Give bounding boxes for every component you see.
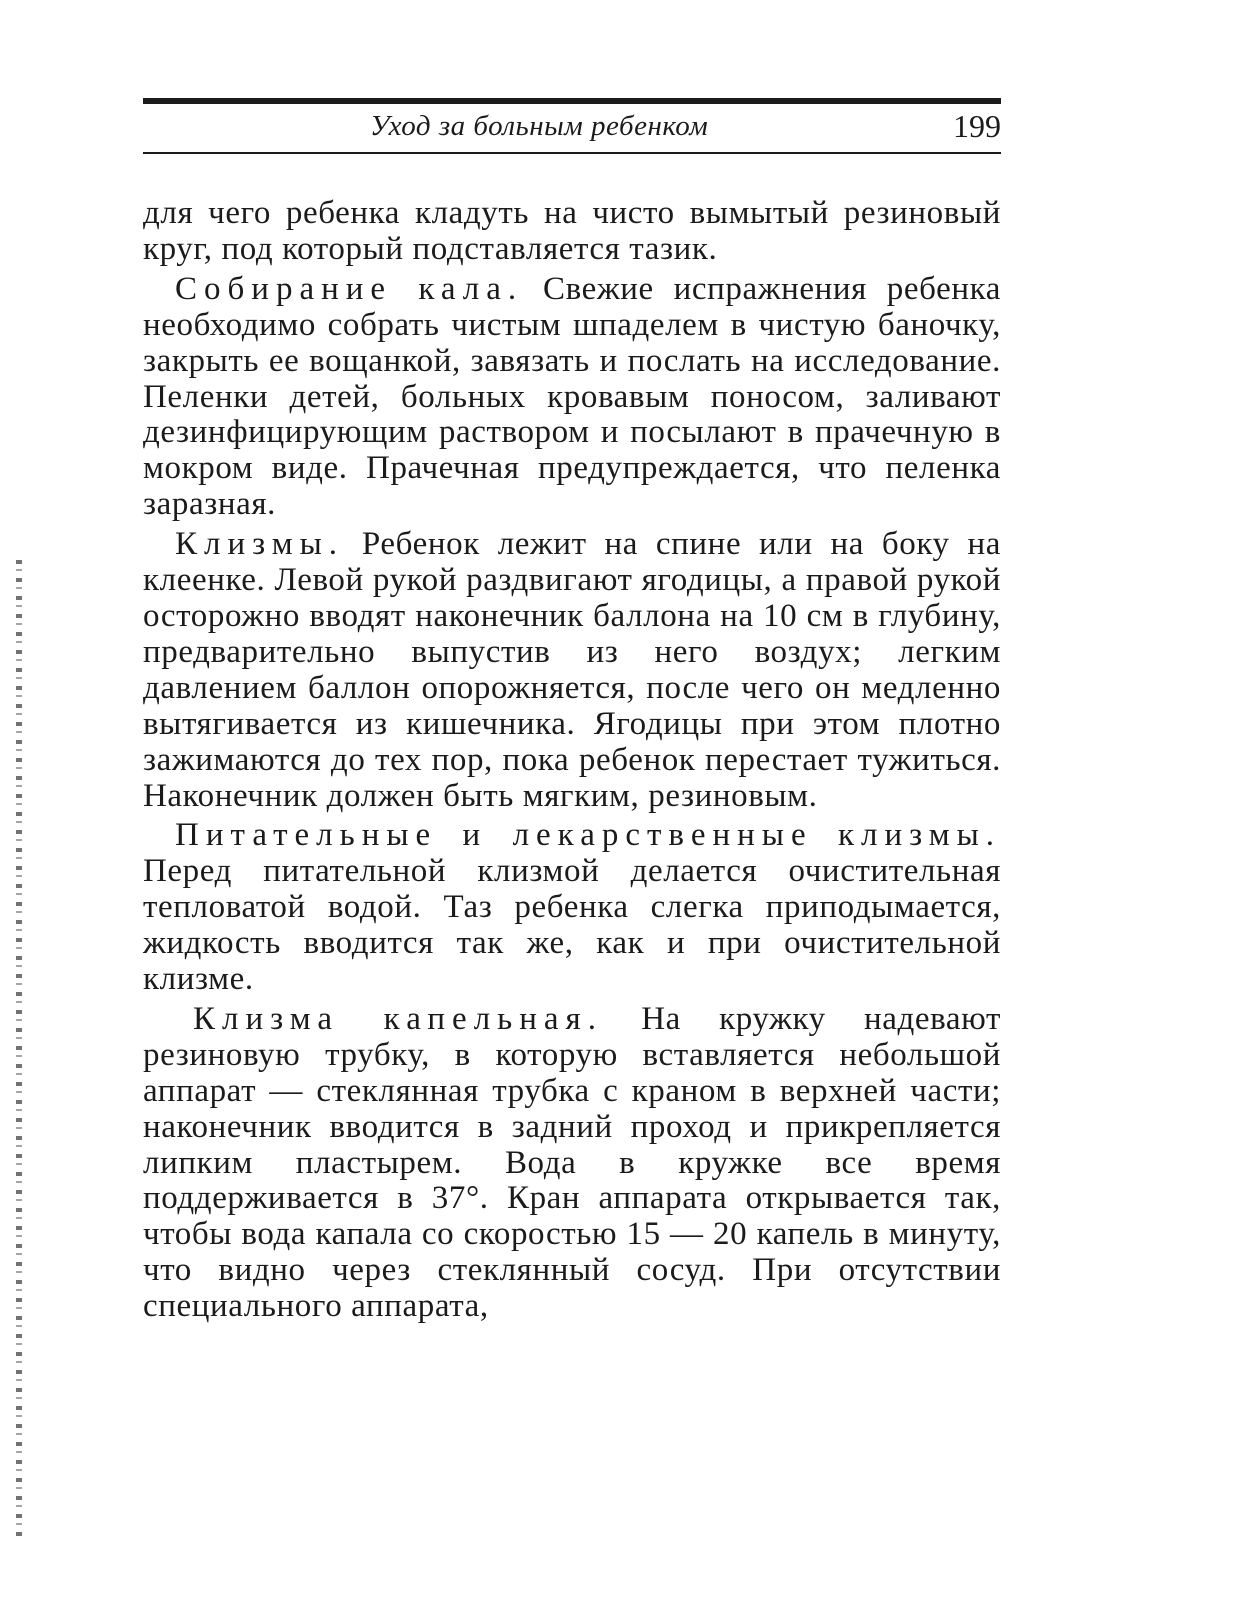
page-number: 199 [953,108,1001,144]
paragraph-text: Ребенок лежит на спине или на боку на клеенке. Левой рукой раздвигают ягодицы, а правой рукой осторожно вводят наконечник баллона на 10 см в глубину, предварительно выпустив из него воздух; легким давлением баллон опорожняется, после чего он медленно вытягивается из кишечника. Ягодицы при этом плотно зажимаются до тех пор, пока ребенок перестает тужиться. Наконечник должен быть мягким, резиновым. [143,526,1001,814]
running-title: Уход за больным ребенком [370,110,709,142]
paragraph-heading: Питательные и лекарственные клизмы. [175,817,1001,854]
header-rule-bottom [143,152,1001,154]
paragraph-enemas [143,527,1001,814]
paragraph-stool-collection [143,272,1001,523]
paragraph-continuation [143,196,1001,268]
paragraph-heading: Клизма капельная. [193,1000,603,1037]
paragraph-text: Перед питательной клизмой делается очистительная тепловатой водой. Таз ребенка слегка приподымается, жидкость вводится так же, как и при очистительной клизме. [143,853,1001,998]
paragraph-drip-enema [143,1002,1001,1325]
page-header [143,98,1001,158]
paragraph-text: Свежие испражнения ребенка необходимо собрать чистым шпаделем в чистую баночку, закрыть ее вощанкой, завязать и послать на исследование. Пеленки детей, больных кровавым поносом, заливают дезинфицирующим раствором и посылают в прачечную в мокром виде. Прачечная предупреждается, что пеленка заразная. [143,270,1001,523]
scan-edge-artifact [16,560,22,1540]
header-rule-top [143,98,1001,104]
body-text [143,196,1001,1325]
paragraph-heading: Собирание кала. [175,270,524,307]
paragraph-heading: Клизмы. [175,526,345,563]
paragraph-text: На кружку надевают резиновую трубку, в которую вставляется небольшой аппарат — стеклянная трубка с краном в верхней части; наконечник вводится в задний проход и прикрепляется липким пластырем. Вода в кружке все время поддерживается в 37°. Кран аппарата открывается так, чтобы вода капала со скоростью 15 — 20 капель в минуту, что видно через стеклянный сосуд. При отсутствии специального аппарата, [143,1000,1001,1325]
paragraph-text: для чего ребенка кладуть на чисто вымытый резиновый круг, под который подставляется тазик. [143,195,1001,267]
paragraph-nutrient-enemas [143,818,1001,998]
